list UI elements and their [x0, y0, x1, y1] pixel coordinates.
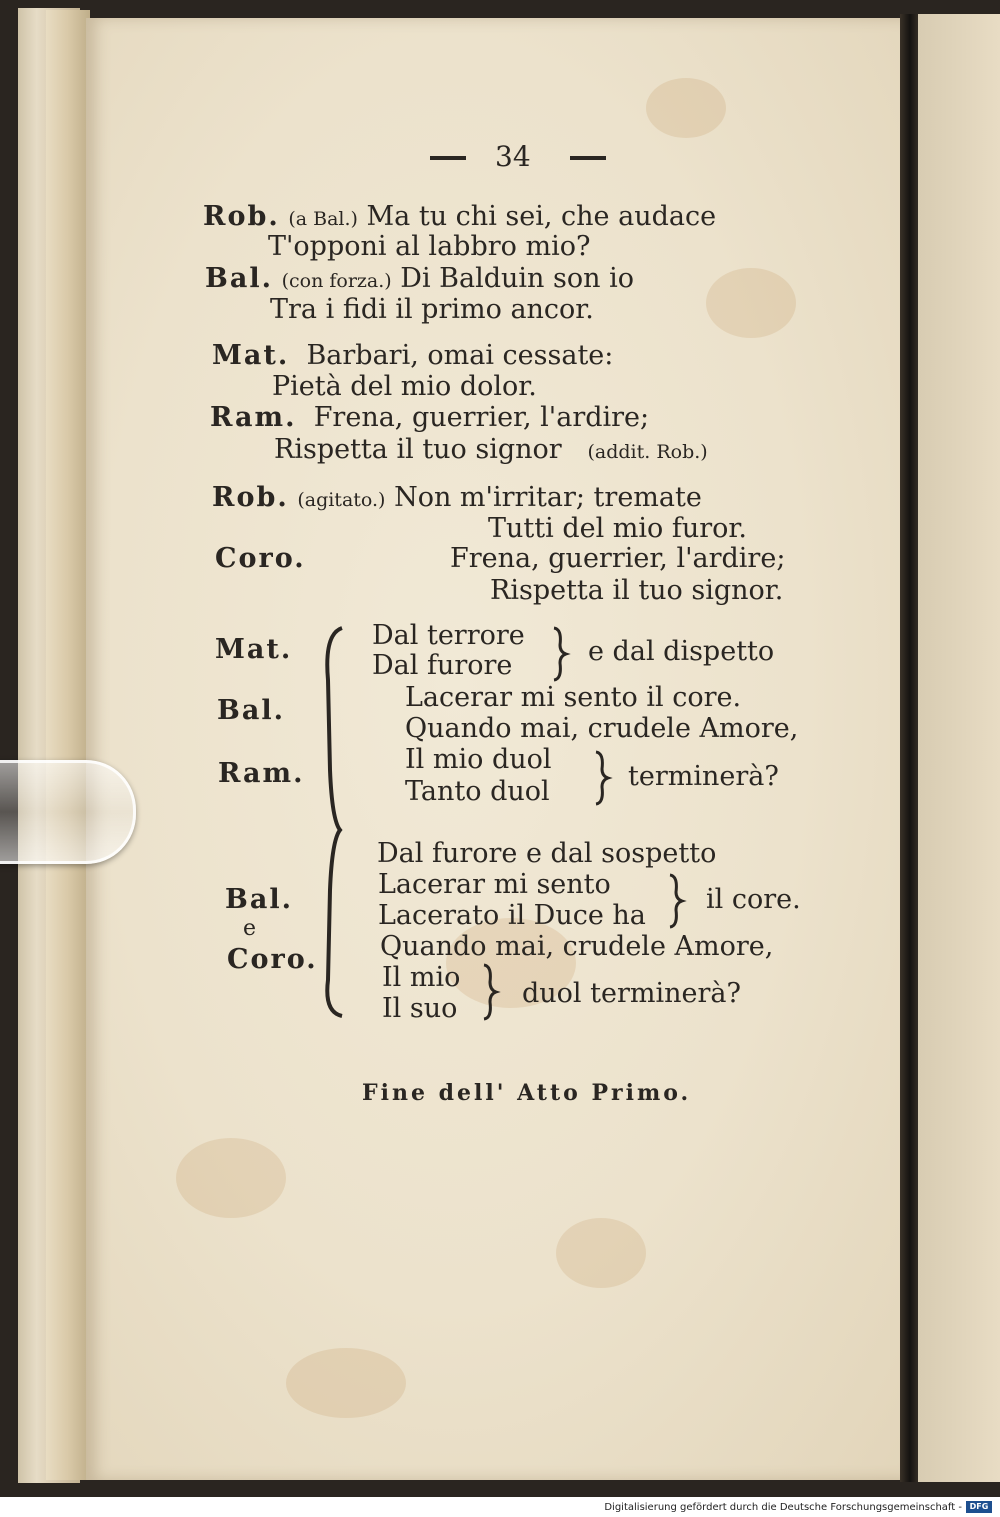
- speaker-label: Rob.: [203, 201, 280, 232]
- dialogue-line-7: [210, 404, 649, 431]
- foxing-stain: [176, 1138, 286, 1218]
- stage-direction: (agitato.): [297, 489, 386, 511]
- speaker-label: Ram.: [210, 402, 297, 433]
- verse-text: Ma tu chi sei, che audace: [366, 201, 717, 232]
- dialogue-line-1: [203, 203, 716, 230]
- stage-direction: (a Bal.): [288, 208, 358, 230]
- verse-text: Frena, guerrier, l'ardire;: [313, 402, 650, 433]
- verse-line: Frena, guerrier, l'ardire;: [450, 543, 786, 574]
- verse-text: Di Balduin son io: [400, 263, 634, 294]
- dialogue-line-5: [212, 342, 613, 369]
- verse-line: Tutti del mio furor.: [488, 513, 747, 544]
- speaker-label: Bal.: [217, 695, 285, 726]
- page-number-dash-left: [430, 156, 466, 160]
- stage-direction: (addit. Rob.): [587, 441, 708, 463]
- facing-page-edge: [918, 14, 1000, 1482]
- verse-line: T'opponi al labbro mio?: [268, 231, 591, 262]
- speaker-label: Ram.: [218, 758, 305, 789]
- footer-credit: Digitalisierung gefördert durch die Deutsche Forschungsgemeinschaft -: [604, 1502, 962, 1513]
- verse-line: Dal furore: [372, 650, 513, 681]
- verse-line: il core.: [706, 884, 801, 915]
- verse-line: duol terminerà?: [522, 978, 741, 1009]
- verse-line: Tanto duol: [405, 776, 550, 807]
- verse-line: Lacerato il Duce ha: [378, 900, 646, 931]
- verse-line: e dal dispetto: [588, 636, 775, 667]
- verse-text: Non m'irritar; tremate: [394, 482, 702, 513]
- speaker-label: Coro.: [215, 543, 306, 574]
- speaker-conjunction: e: [243, 916, 257, 941]
- verse-line: Pietà del mio dolor.: [272, 371, 537, 402]
- page-edges-inner: [46, 10, 90, 1480]
- book-gutter: [900, 14, 920, 1482]
- verse-line: Dal furore e dal sospetto: [377, 838, 717, 869]
- verse-line: Quando mai, crudele Amore,: [405, 713, 799, 744]
- dialogue-line-3: [205, 265, 634, 292]
- foxing-stain: [706, 268, 796, 338]
- verse-line: terminerà?: [628, 761, 779, 792]
- speaker-label: Coro.: [227, 944, 318, 975]
- verse-line: Il mio: [382, 962, 461, 993]
- verse-line: Tra i fidi il primo ancor.: [270, 294, 594, 325]
- dialogue-line-8: [274, 436, 708, 463]
- verse-text: Barbari, omai cessate:: [306, 340, 614, 371]
- verse-line: Il mio duol: [405, 744, 552, 775]
- speaker-label: Bal.: [205, 263, 273, 294]
- dfg-logo: DFG: [966, 1501, 992, 1513]
- digitization-footer: [0, 1497, 1000, 1517]
- page-holder-clip: [0, 760, 136, 864]
- large-brace-icon: [310, 620, 360, 1020]
- speaker-label: Rob.: [212, 482, 289, 513]
- small-brace-icon: [590, 749, 614, 807]
- verse-text: Rispetta il tuo signor: [274, 434, 562, 465]
- foxing-stain: [286, 1348, 406, 1418]
- page-number: 34: [495, 140, 531, 173]
- small-brace-icon: [548, 625, 572, 683]
- verse-line: Il suo: [382, 993, 458, 1024]
- page-number-dash-right: [570, 156, 606, 160]
- stage-direction: (con forza.): [281, 270, 392, 292]
- verse-line: Lacerar mi sento: [378, 869, 611, 900]
- small-brace-icon: [478, 962, 502, 1022]
- small-brace-icon: [664, 872, 688, 930]
- foxing-stain: [646, 78, 726, 138]
- verse-line: Lacerar mi sento il core.: [405, 682, 742, 713]
- act-end-note: Fine dell' Atto Primo.: [362, 1080, 692, 1106]
- speaker-label: Bal.: [225, 884, 293, 915]
- dialogue-line-9: [212, 484, 702, 511]
- speaker-label: Mat.: [212, 340, 290, 371]
- verse-line: Rispetta il tuo signor.: [490, 575, 784, 606]
- verse-line: Dal terrore: [372, 620, 525, 651]
- foxing-stain: [556, 1218, 646, 1288]
- speaker-label: Mat.: [215, 634, 293, 665]
- verse-line: Quando mai, crudele Amore,: [380, 931, 774, 962]
